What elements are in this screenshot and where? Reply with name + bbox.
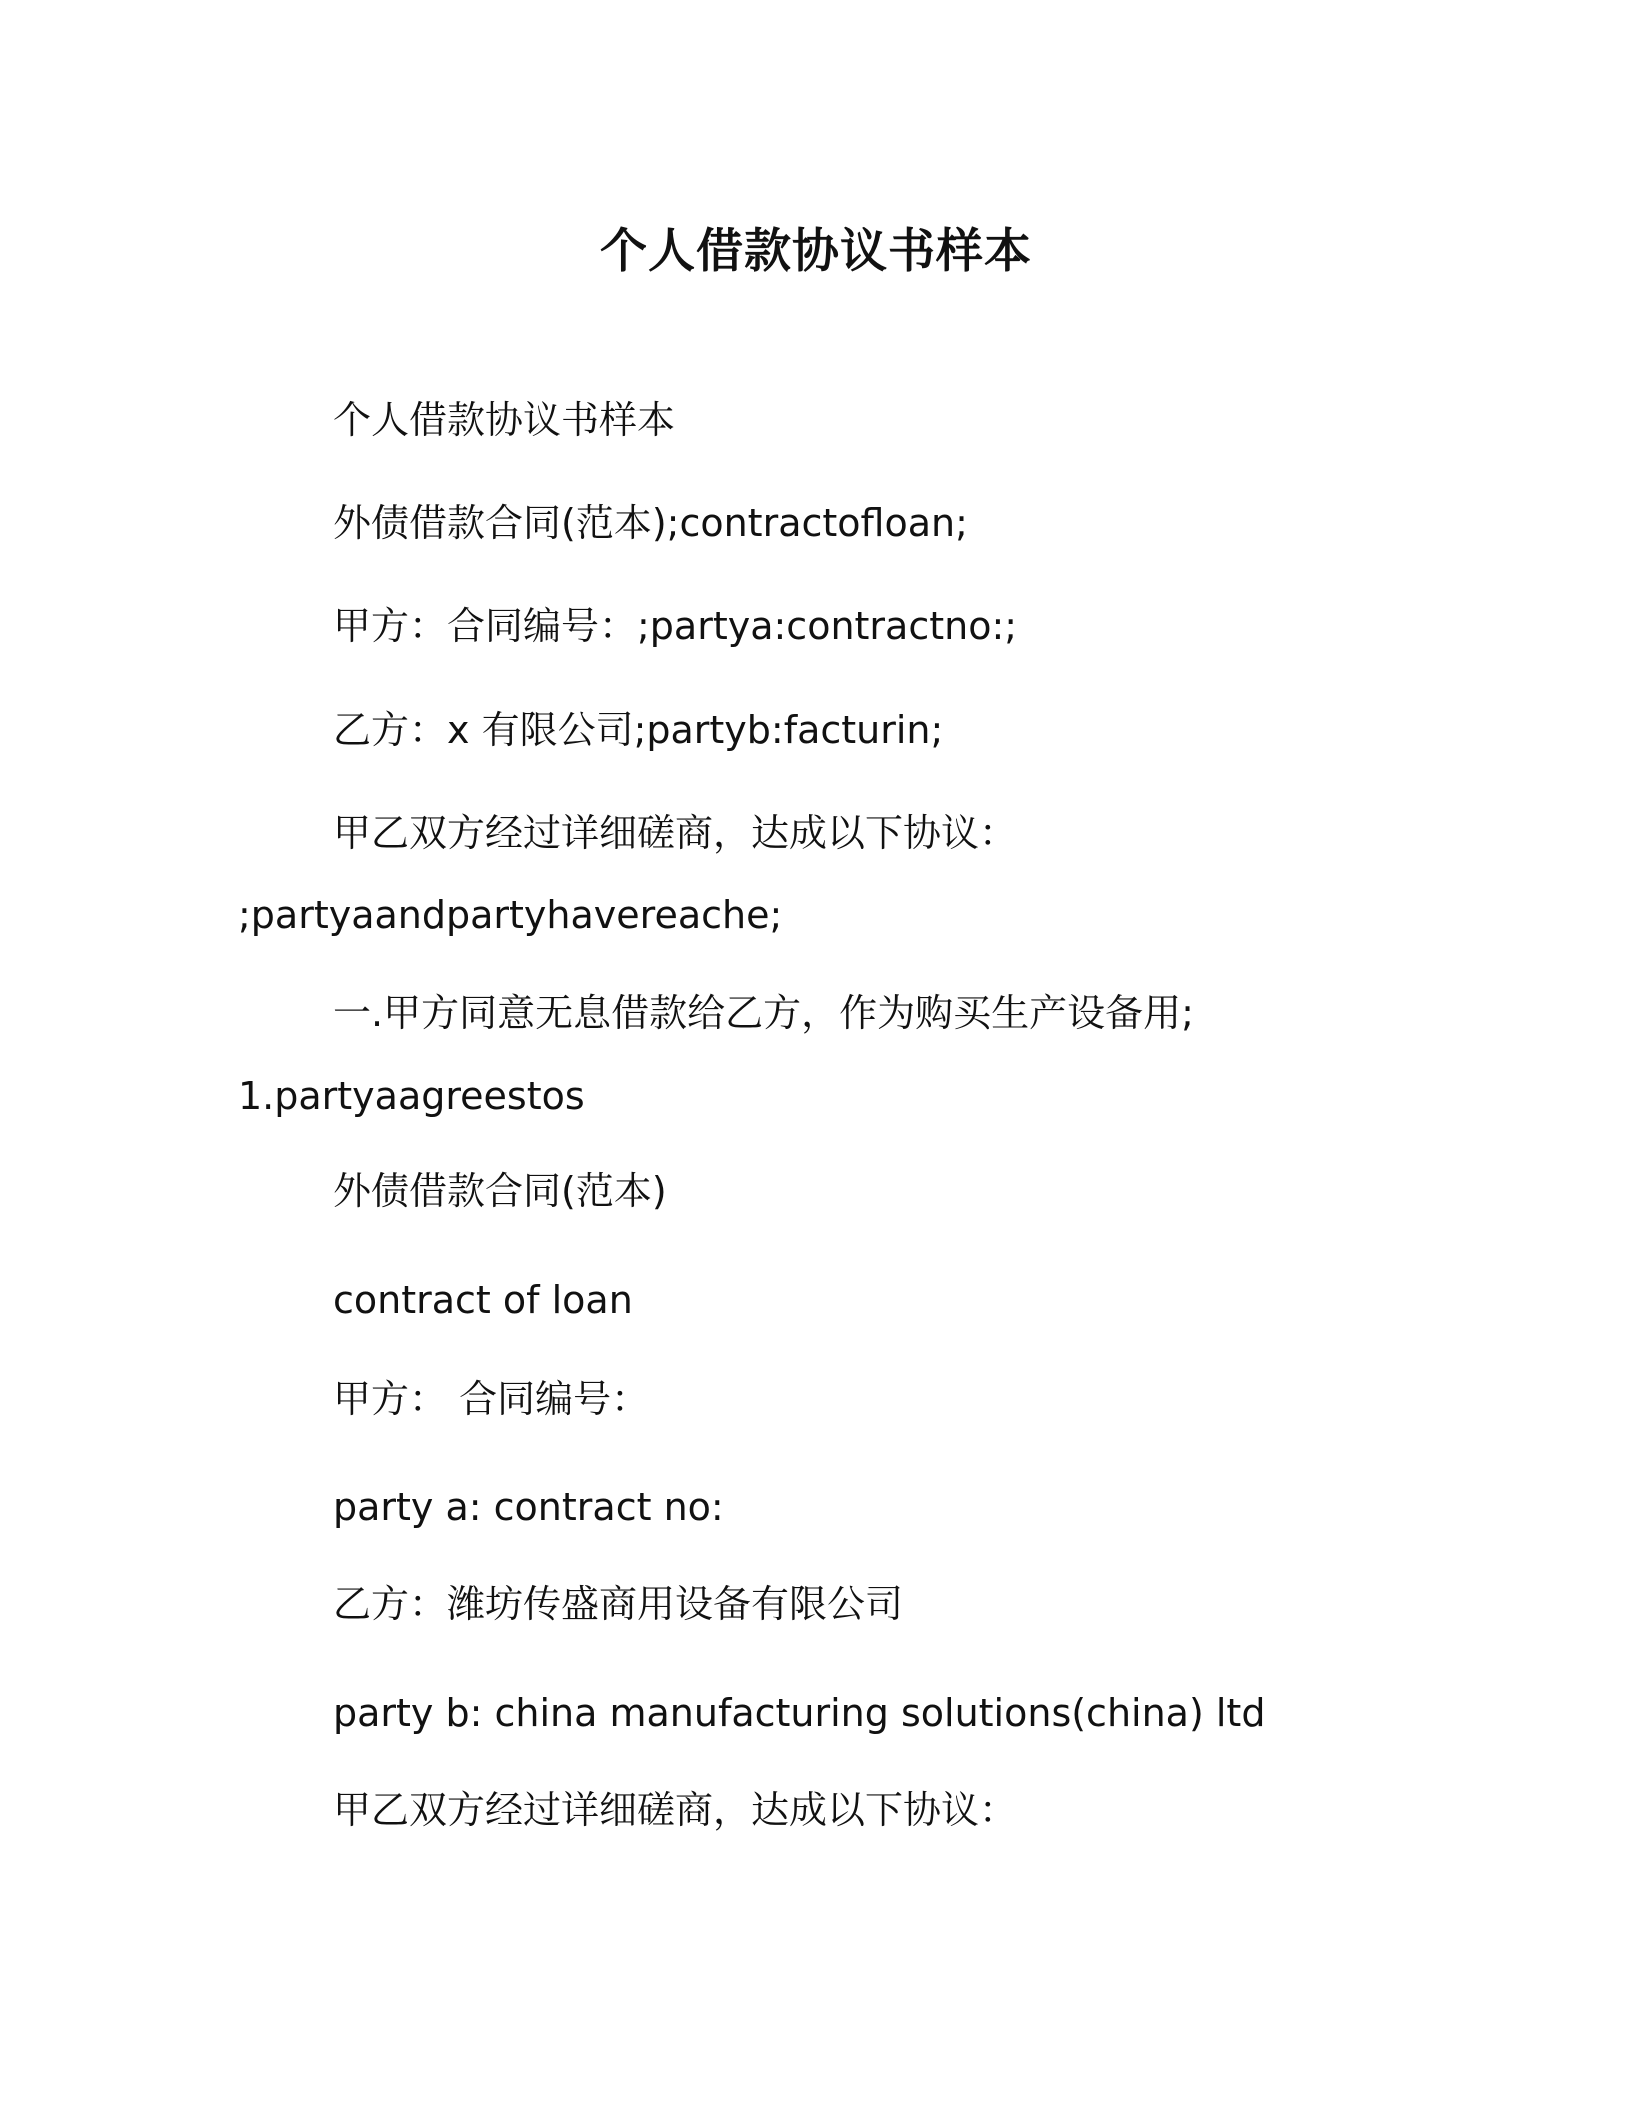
paragraph-line: party b: china manufacturing solutions(china) ltd (333, 1691, 1266, 1735)
paragraph-line: 个人借款协议书样本 (333, 398, 676, 442)
paragraph-line: 甲乙双方经过详细磋商，达成以下协议： (333, 1788, 1018, 1832)
paragraph-line: 甲乙双方经过详细磋商，达成以下协议： (333, 811, 1018, 855)
paragraph-line: 一.甲方同意无息借款给乙方，作为购买生产设备用; (333, 991, 1194, 1035)
paragraph-line: ;partyaandpartyhavereache; (238, 893, 783, 937)
paragraph-line: 乙方：潍坊传盛商用设备有限公司 (333, 1582, 904, 1626)
paragraph-line: 1.partyaagreestos (238, 1074, 585, 1118)
document-title: 个人借款协议书样本 (600, 224, 1032, 279)
paragraph-line: 外债借款合同(范本);contractofloan; (333, 501, 968, 545)
paragraph-line: 甲方： 合同编号： (333, 1377, 650, 1421)
paragraph-line: party a: contract no: (333, 1485, 724, 1529)
paragraph-line: contract of loan (333, 1278, 633, 1322)
paragraph-line: 乙方：x 有限公司;partyb:facturin; (333, 708, 944, 752)
paragraph-line: 外债借款合同(范本) (333, 1169, 667, 1213)
paragraph-line: 甲方：合同编号：;partya:contractno:; (333, 604, 1018, 648)
